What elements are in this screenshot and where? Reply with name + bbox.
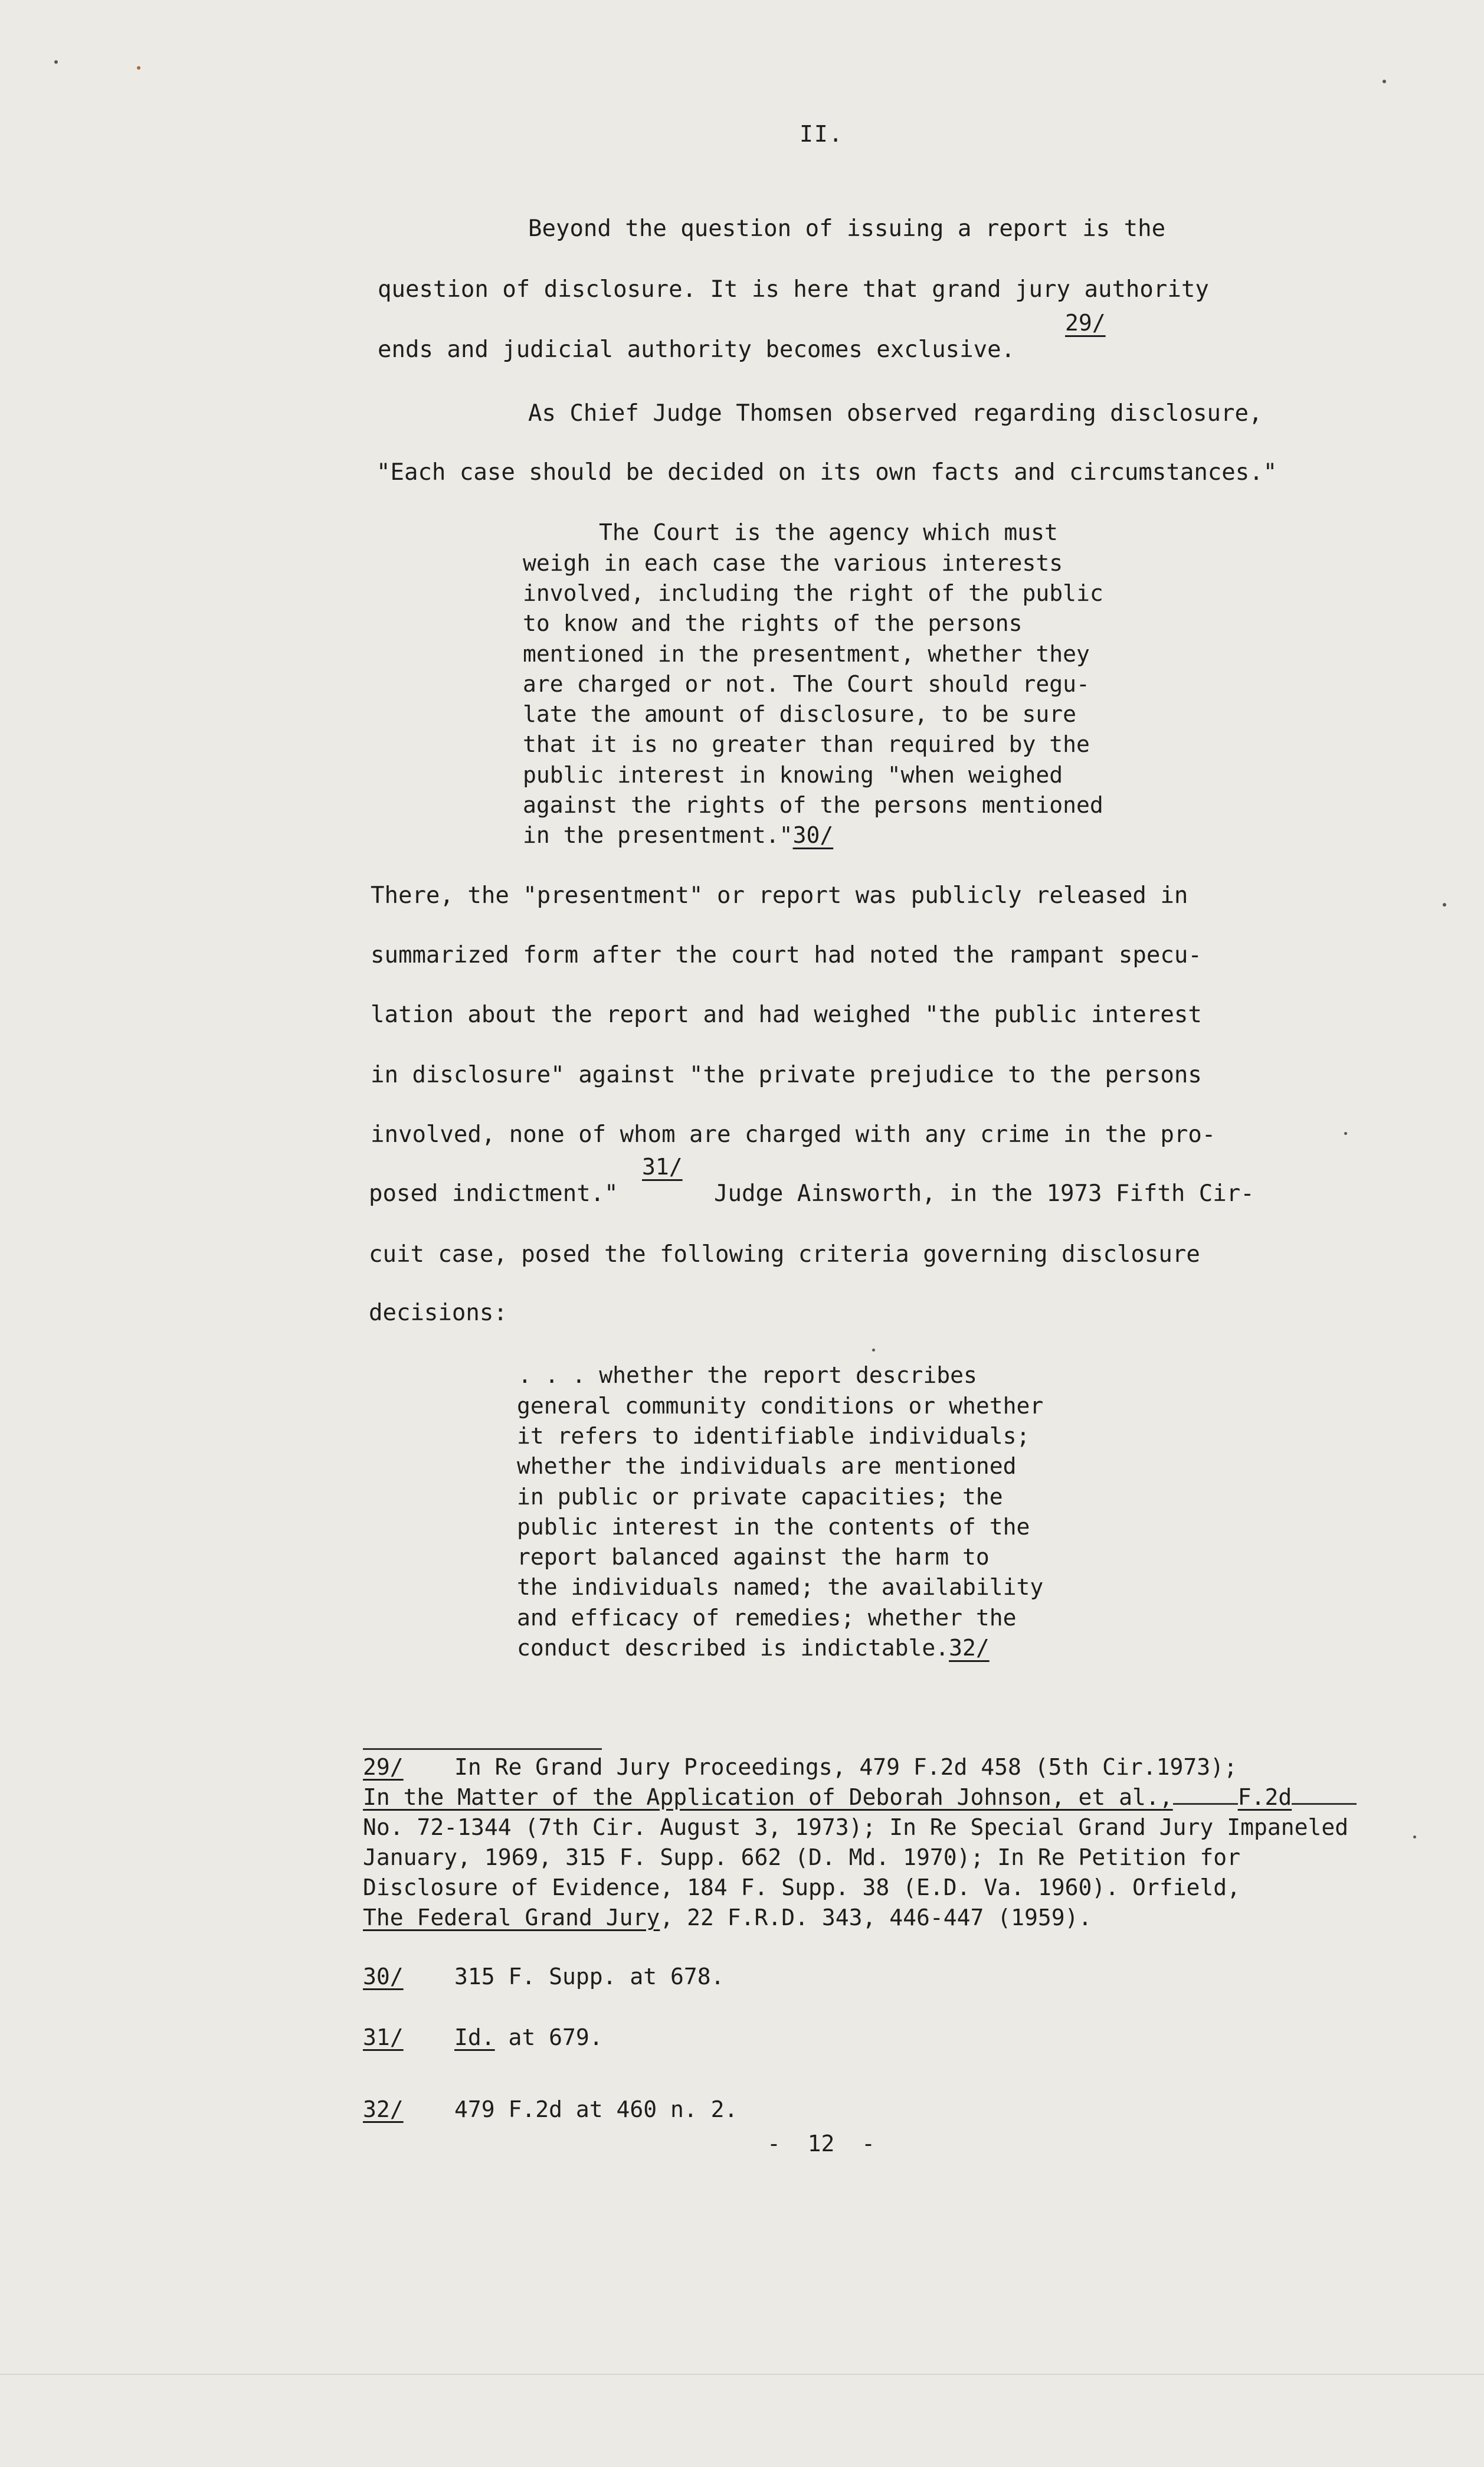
footnote-text: Disclosure of Evidence, 184 F. Supp. 38 (E.D. Va. 1960). Orfield, (363, 1874, 1241, 1900)
body-line: Beyond the question of issuing a report is the (528, 215, 1166, 242)
body-line: summarized form after the court had noted the rampant specu- (371, 942, 1202, 969)
body-line: As Chief Judge Thomsen observed regarding disclosure, (528, 400, 1263, 427)
blank-volume (1173, 1785, 1238, 1805)
quote-line: it refers to identifiable individuals; (517, 1423, 1030, 1449)
page-number: - 12 - (767, 2131, 876, 2157)
scan-speck (137, 66, 140, 70)
body-line: Judge Ainsworth, in the 1973 Fifth Cir- (714, 1180, 1254, 1207)
blank-page (1292, 1785, 1357, 1805)
scan-speck (872, 1349, 875, 1352)
id-signal: Id. (454, 2024, 495, 2050)
scan-speck (54, 60, 58, 64)
scan-speck (1344, 1132, 1347, 1135)
body-line: cuit case, posed the following criteria governing disclosure (369, 1241, 1200, 1268)
footnote-label-30: 30/ (363, 1964, 404, 1990)
quote-line: involved, including the right of the public (523, 580, 1103, 606)
scan-speck (1443, 903, 1446, 907)
footnote-text: No. 72-1344 (7th Cir. August 3, 1973); In Re Special Grand Jury Impaneled (363, 1814, 1349, 1840)
quote-line: late the amount of disclosure, to be sure (523, 701, 1076, 727)
footnote-text: 315 F. Supp. at 678. (454, 1964, 725, 1990)
footnote-text: In Re Grand Jury Proceedings, 479 F.2d 458 (5th Cir.1973); (454, 1754, 1237, 1780)
quote-line: public interest in knowing "when weighed (523, 762, 1063, 788)
quote-line: mentioned in the presentment, whether they (523, 641, 1090, 667)
footnote-text (454, 2024, 603, 2050)
footnote-cite: at 679. (494, 2024, 603, 2050)
footnote-cite: , 22 F.R.D. 343, 446-447 (1959). (660, 1905, 1092, 1931)
quote-line: that it is no greater than required by the (523, 731, 1090, 757)
quote-line: in public or private capacities; the (517, 1484, 1003, 1510)
footnote-label-32: 32/ (363, 2096, 404, 2122)
scan-speck (1413, 1835, 1416, 1838)
scan-edge (0, 2374, 1484, 2375)
body-line: lation about the report and had weighed "the public interest (371, 1002, 1202, 1028)
footnote-label-29: 29/ (363, 1754, 404, 1780)
body-line: posed indictment." (369, 1180, 618, 1207)
body-line: involved, none of whom are charged with any crime in the pro- (371, 1121, 1216, 1148)
footnote-text: January, 1969, 315 F. Supp. 662 (D. Md. 1970); In Re Petition for (363, 1844, 1241, 1870)
quote-text: in the presentment." (523, 822, 793, 848)
quote-line: to know and the rights of the persons (523, 610, 1023, 636)
quote-line: The Court is the agency which must (599, 519, 1058, 545)
body-line: decisions: (369, 1300, 507, 1326)
body-line: ends and judicial authority becomes exclusive. (378, 336, 1015, 363)
case-name: In the Matter of the Application of Deborah Johnson, et al., (363, 1784, 1173, 1810)
quote-line: general community conditions or whether (517, 1393, 1044, 1419)
body-line: in disclosure" against "the private prejudice to the persons (371, 1062, 1202, 1088)
quote-text: conduct described is indictable. (517, 1635, 949, 1661)
body-line: question of disclosure. It is here that grand jury authority (378, 276, 1209, 303)
quote-line: weigh in each case the various interests (523, 550, 1063, 576)
quote-line: the individuals named; the availability (517, 1574, 1044, 1600)
quote-line (517, 1635, 990, 1661)
quote-line: whether the individuals are mentioned (517, 1453, 1017, 1479)
footnote-label-31: 31/ (363, 2024, 404, 2050)
footnote-text (363, 1784, 1357, 1810)
footnote-ref-32[interactable]: 32/ (949, 1635, 990, 1661)
footnote-ref-31[interactable]: 31/ (642, 1154, 683, 1180)
quote-line: are charged or not. The Court should regu- (523, 671, 1090, 697)
section-heading: II. (800, 121, 844, 147)
footnote-text: 479 F.2d at 460 n. 2. (454, 2096, 738, 2122)
scan-speck (1383, 80, 1386, 83)
quote-line (523, 822, 833, 848)
body-line: "Each case should be decided on its own facts and circumstances." (376, 459, 1277, 486)
body-line: There, the "presentment" or report was publicly released in (371, 882, 1188, 909)
quote-line: report balanced against the harm to (517, 1544, 990, 1570)
reporter: F.2d (1237, 1784, 1292, 1810)
quote-line: and efficacy of remedies; whether the (517, 1605, 1017, 1631)
footnote-ref-30[interactable]: 30/ (792, 822, 834, 848)
quote-line: against the rights of the persons mentioned (523, 792, 1103, 818)
book-title: The Federal Grand Jury (363, 1905, 660, 1931)
quote-line: . . . whether the report describes (518, 1362, 977, 1388)
quote-line: public interest in the contents of the (517, 1514, 1030, 1540)
footnote-text (363, 1905, 1092, 1931)
footnote-ref-29[interactable]: 29/ (1065, 310, 1106, 336)
footnote-separator (363, 1748, 602, 1750)
